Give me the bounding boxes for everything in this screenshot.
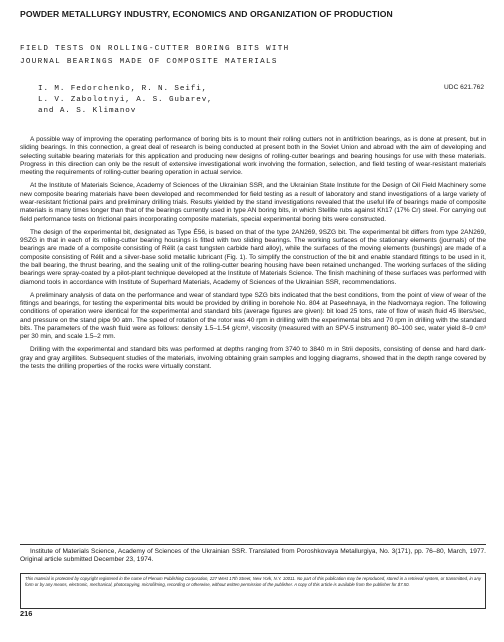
body-paragraph: A possible way of improving the operating performance of boring bits is to mount their rolling cutters not in antifriction bearings, as is done at present, but in sliding bearings. In this connection, a great deal of research is being conducted at present both in the Soviet Union and abroad with the aim of developing and selecting suitable bearing materials for this application and producing new designs of rolling-cutter bearings and bearing housings for use with these materials. Progress in this direction can only be the result of extensive investigational work involving the formation, selection, and field testing of wear-resistant materials meeting the requirements of rolling-cutter bearing operation in actual service. bbox=[20, 136, 486, 177]
author-line: and A. S. Klimanov bbox=[38, 107, 137, 116]
copyright-notice: This material is protected by copyright registered in the name of Plenum Publishing Corporation, 227 West 17th Street, New York, N.Y. 10011. No part of this publication may be reproduced, stored in a retrieval system, or transmitted, in any form or by any means, electronic, mechanical, photocopying, microfilming, recording or otherwise, without written permission of the publisher. A copy of this article is available from the publisher for $7.50. bbox=[20, 573, 486, 609]
article-title-line: JOURNAL BEARINGS MADE OF COMPOSITE MATERIALS bbox=[20, 58, 278, 66]
page-number: 216 bbox=[20, 609, 33, 618]
footnote bbox=[20, 548, 486, 565]
article-title bbox=[20, 43, 490, 69]
udc-code: UDC 621.762 bbox=[444, 84, 484, 91]
footnote-divider bbox=[20, 544, 486, 545]
body-paragraph: At the Institute of Materials Science, Academy of Sciences of the Ukrainian SSR, and the Ukrainian State Institute for the Design of Oil Field Machinery some new composite bearing materials have been developed and recommended for field testing as a result of laboratory and stand investigations of a large variety of wear-resistant frictional pairs and preliminary drilling trials. Results yielded by the stand investigations revealed that the useful life of bearings made of composite materials is many times longer than that of the bearings currently used in type AN boring bits, in which Stellite rubs against Kh17 (17% Cr) steel. For carrying out field performance tests on frictional pairs incorporating composite materials, special experimental boring bits were constructed. bbox=[20, 182, 486, 223]
body-paragraph: Drilling with the experimental and standard bits was performed at depths ranging from 3740 to 3840 m in Strii deposits, consisting of dense and hard dark-gray and gray argillites. Subsequent studies of the materials, involving obtaining grain samples and logging diagrams, showed that in the depth range covered by the tests the drilling properties of the rocks were virtually constant. bbox=[20, 346, 486, 370]
body-paragraph: A preliminary analysis of data on the performance and wear of standard type SZG bits indicated that the best conditions, from the point of view of wear of the fittings and bearings, for testing the experimental bits would be provided by drilling in borehole No. 804 at Paseehnaya, in the Nadvornaya region. The following conditions of operation were identical for the experimental and standard bits (average figures are given): bit load 25 tons, rate of flow of wash fluid 45 liters/sec, and pressure on the stand pipe 90 atm. The speed of rotation of the rotor was 40 rpm in drilling with the experimental bits and 70 rpm in drilling with the standard bits. The parameters of the wash fluid were as follows: density 1.5–1.54 g/cm³, viscosity (measured with an SPV-5 instrument) 80–100 sec, water yield 8–9 cm³ per 30 min, and scale 1.5–2 mm. bbox=[20, 291, 486, 341]
author-list bbox=[38, 84, 398, 118]
author-line: L. V. Zabolotnyi, A. S. Gubarev, bbox=[38, 96, 213, 105]
footnote-line: Institute of Materials Science, Academy of Sciences of the Ukrainian SSR. Translated from Poroshkovaya Metallurgiya, No. 3(171), pp. 76–80, March, 1977. Original article submitted December 23, 1974. bbox=[20, 548, 486, 564]
section-header: POWDER METALLURGY INDUSTRY, ECONOMICS AND ORGANIZATION OF PRODUCTION bbox=[20, 9, 393, 19]
article-title-line: FIELD TESTS ON ROLLING-CUTTER BORING BITS WITH bbox=[20, 45, 290, 53]
article-body bbox=[20, 136, 486, 376]
body-paragraph: The design of the experimental bit, designated as Type É56, is based on that of the type 2AN269, 9SZG bit. The experimental bit differs from type 2AN269, 9SZG in that in each of its rolling-cutter bearing housings is fitted with two sliding bearings. The working surfaces of the stationary elements (journals) of the bearings are made of a composite consisting of Rélit (a cast tungsten carbide hard alloy), while the surfaces of the moving elements (bushings) are made of a composite consisting of Rélit and a silver-base solid metallic lubricant (Fig. 1). To simplify the construction of the bit and enable standard fittings to be used in it, the ball bearing, the thrust bearing, and the sealing unit of the rolling-cutter bearing housing have been retained unchanged. The working surfaces of the sliding bearings were spray-coated by a pilot-plant technique developed at the Institute of Materials Science. The finish machining of these surfaces was performed with diamond tools in accordance with Institute of Superhard Materials, Academy of Sciences of the Ukrainian SSR, recommendations. bbox=[20, 228, 486, 286]
author-line: I. M. Fedorchenko, R. N. Seifi, bbox=[38, 85, 208, 93]
